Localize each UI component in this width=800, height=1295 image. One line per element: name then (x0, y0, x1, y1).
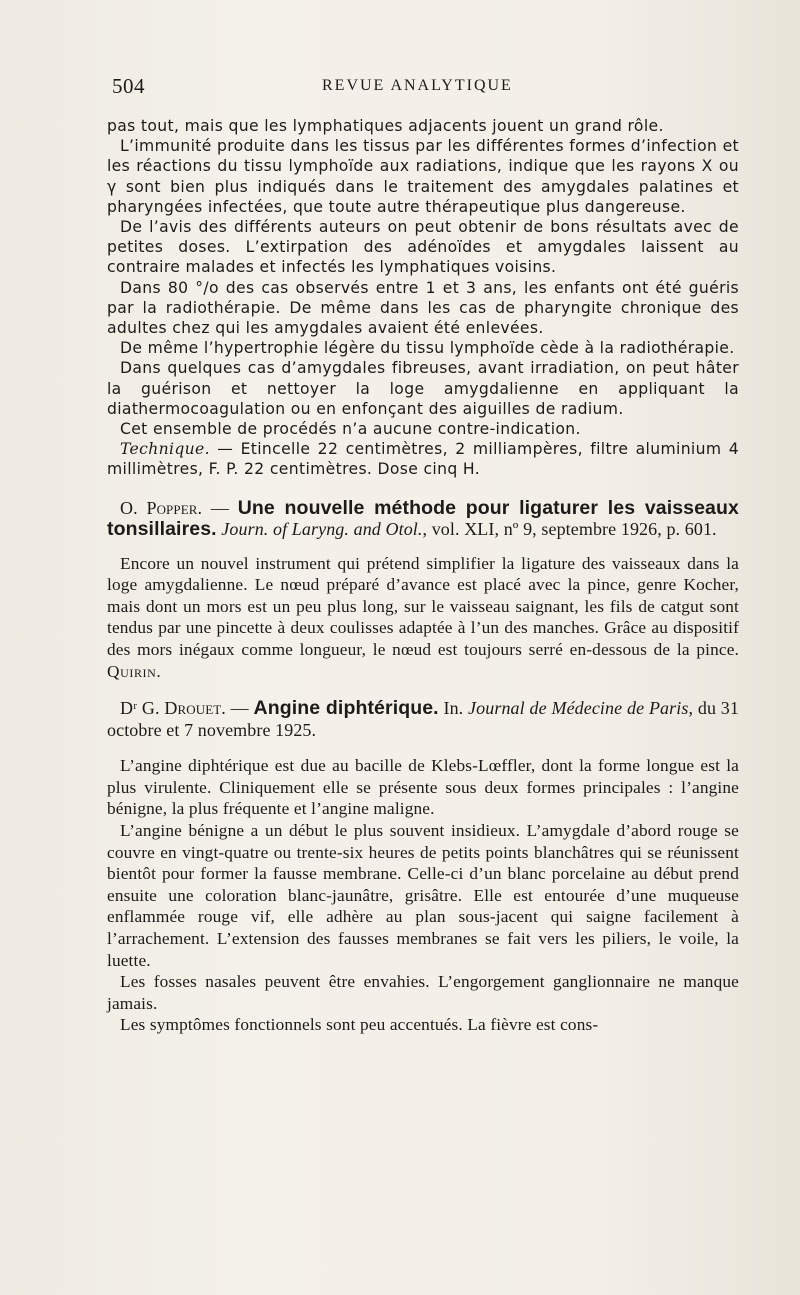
page-body (107, 116, 739, 1036)
entry-journal: Journ. of Laryng. and Otol. (221, 519, 423, 540)
paragraph: L’immunité produite dans les tissus par les différentes formes d’infection et les réactions du tissu lymphoïde aux radiations, indique que les rayons X ou γ sont bien plus indiqués dans le traitement des amygdales palatines et pharyngées infectées, que toute autre thérapeutique plus dangereuse. (107, 137, 739, 216)
paragraph: pas tout, mais que les lymphatiques adjacents jouent un grand rôle. (107, 117, 664, 135)
popper-entry-body (107, 553, 739, 683)
paragraph: Dans quelques cas d’amygdales fibreuses, avant irradiation, on peut hâter la guérison et nettoyer la loge amygdalienne en appliquant la diathermocoagulation ou en enfonçant des aiguilles de radium. (107, 359, 739, 418)
entry-title: Angine diphtérique. (253, 697, 439, 720)
paragraph: De même l’hypertrophie légère du tissu lymphoïde cède à la radiothérapie. (120, 339, 735, 358)
entry-dash: — (202, 497, 238, 518)
drouet-entry-heading (107, 698, 739, 741)
entry-reference: , du 31 octobre et 7 novembre 1925. (107, 698, 740, 740)
entry-in: In. (438, 698, 469, 719)
entry-body-text: Encore un nouvel instrument qui prétend simplifier la ligature des vaisseaux dans la loge amygdalienne. Le nœud préparé d’avance est placé avec la pince, genre Kocher, mais dont un mors est un peu plus long, sur le vaisseau saignant, les fils de catgut sont tendus par une pincette à deux coulisses adaptée à l’un des manches. Grâce au dispositif des mors inégaux comme longueur, le nœud est toujours serré en-dessous de la pince. (107, 553, 739, 660)
technique-label: Technique. (120, 440, 210, 459)
entry-title: Une nouvelle méthode pour ligaturer les vaisseaux tonsillaires. (107, 496, 739, 541)
running-title: REVUE ANALYTIQUE (322, 77, 513, 94)
paragraph: Les fosses nasales peuvent être envahies. L’engorgement ganglionnaire ne manque jamais. (107, 972, 739, 1013)
radiotherapy-article-continuation (107, 116, 739, 480)
paragraph: De l’avis des différents auteurs on peut obtenir de bons résultats avec de petites doses. L’extirpation des adénoïdes et amygdales laissent au contraire malades et infectés les lymphatiques voisins. (107, 218, 739, 277)
entry-journal: Journal de Médecine de Paris (468, 698, 689, 719)
paragraph: L’angine diphtérique est due au bacille de Klebs-Lœffler, dont la forme longue est la plus virulente. Cliniquement elle se présente sous deux formes principales : l’angine bénigne, la plus fréquente et l’angine maligne. (107, 756, 739, 819)
page-header (112, 74, 742, 100)
technique-text: — Etincelle 22 centimètres, 2 milliampères, filtre aluminium 4 millimètres, F. P. 22 centimètres. Dose cinq H. (107, 440, 739, 479)
technique-paragraph (107, 439, 739, 479)
paragraph: Cet ensemble de procédés n’a aucune contre-indication. (120, 420, 581, 439)
entry-dash: — (225, 698, 254, 719)
entry-author: O. Popper. (120, 497, 203, 518)
paragraph: Les symptômes fonctionnels sont peu accentués. La fièvre est cons- (120, 1015, 599, 1035)
popper-entry-heading (107, 498, 739, 541)
entry-reference: , vol. XLI, nº 9, septembre 1926, p. 601. (422, 519, 717, 540)
paragraph: Dans 80 °/o des cas observés entre 1 et 3 ans, les enfants ont été guéris par la radiothérapie. De même dans les cas de pharyngite chronique des adultes chez qui les amygdales avaient été enlevées. (107, 278, 739, 338)
reviewer-signature: Quirin. (107, 661, 162, 681)
entry-author: Dʳ G. Drouet. (120, 698, 226, 719)
page-number: 504 (112, 74, 145, 98)
paragraph: L’angine bénigne a un début le plus souvent insidieux. L’amygdale d’abord rouge se couvre en vingt-quatre ou trente-six heures de petits points blanchâtres qui se réunissent bientôt pour former la fausse membrane. Celle-ci d’un blanc porcelaine au début prend ensuite une coloration blanc-jaunâtre, grisâtre. Elle est entourée d’une muqueuse enflammée rouge vif, elle adhère au plan sous-jacent qui saigne facilement à l’arrachement. L’extension des fausses membranes se fait vers les piliers, le voile, la luette. (107, 821, 739, 970)
